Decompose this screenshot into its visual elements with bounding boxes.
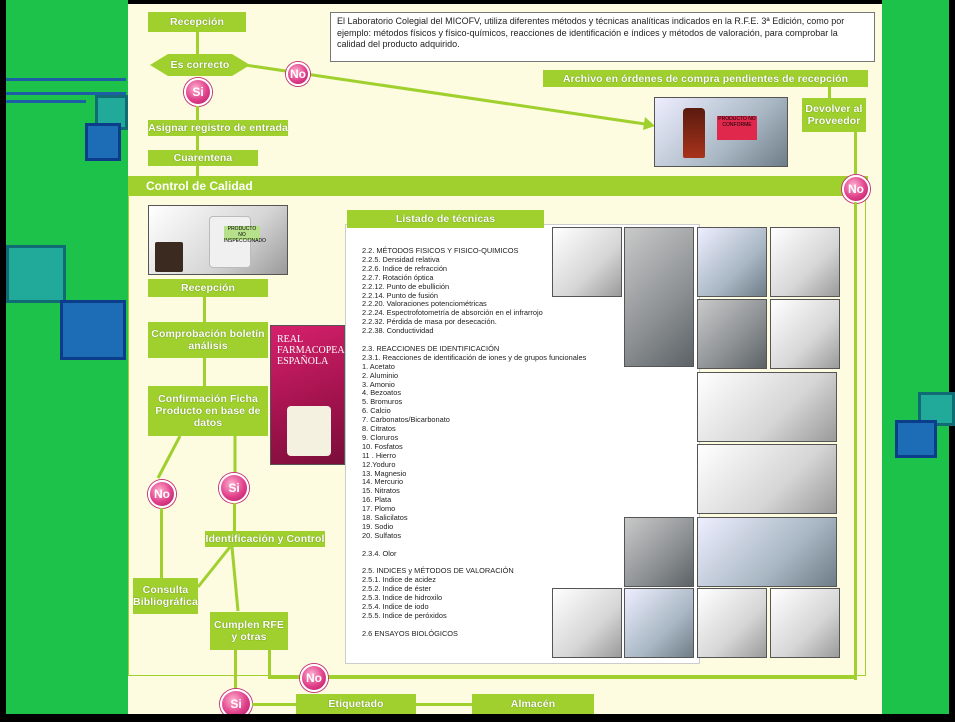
no-circle-bottom: No <box>300 664 328 692</box>
technique-item: 2.3.4. Olor <box>362 548 397 558</box>
technique-item: 9. Cloruros <box>362 432 399 442</box>
si-circle-branch: Si <box>219 473 249 503</box>
connector <box>268 650 271 678</box>
connector <box>233 503 236 531</box>
devolver-box: Devolver al Proveedor <box>802 98 866 132</box>
lab-photo-melting-point <box>697 444 837 514</box>
lab-photo-refractometer <box>624 227 694 367</box>
technique-item: 17. Plomo <box>362 504 396 514</box>
recepcion-box: Recepción <box>148 12 246 32</box>
technique-item: 2.2.32. Pérdida de masa por desecación. <box>362 317 497 327</box>
bottom-border <box>0 714 955 722</box>
technique-item: 16. Plata <box>362 495 392 505</box>
technique-item: 2.5.1. Indice de acidez <box>362 575 436 585</box>
decor-square <box>60 300 126 360</box>
technique-item: 2.2.20. Valoraciones potenciométricas <box>362 299 487 309</box>
technique-item: 5. Bromuros <box>362 397 403 407</box>
technique-item: 10. Fosfatos <box>362 441 403 451</box>
comprobacion-box: Comprobación boletín análisis <box>148 322 268 358</box>
decor-line <box>6 78 126 81</box>
cumplen-box: Cumplen RFE y otras <box>210 612 288 650</box>
technique-item: 13. Magnesio <box>362 468 407 478</box>
storage-photo <box>654 97 788 167</box>
book-title: REAL FARMACOPEA ESPAÑOLA <box>277 334 345 367</box>
consulta-box: Consulta Bibliográfica <box>133 578 198 614</box>
decor-square <box>85 123 121 161</box>
es-correcto-label: Es correcto <box>170 59 230 71</box>
connector <box>203 358 206 386</box>
confirmacion-box: Confirmación Ficha Producto en base de datos <box>148 386 268 436</box>
si-circle: Si <box>184 78 212 106</box>
connector <box>203 297 206 322</box>
technique-item: 2.2.7. Rotación óptica <box>362 272 434 282</box>
lab-photo-equipment <box>770 588 840 658</box>
listado-header: Listado de técnicas <box>347 210 544 228</box>
right-border <box>949 0 955 722</box>
lab-photo-reagent <box>552 588 622 658</box>
connector <box>196 106 199 120</box>
si-circle-bottom: Si <box>220 689 252 719</box>
technique-item: 6. Calcio <box>362 406 391 416</box>
intro-text: El Laboratorio Colegial del MICOFV, utiliza diferentes métodos y técnicas analíticas indicados en la R.F.E. 3ª Edición, como por ejemplo: métodos físicos y físico-químicos, reacciones de identificación e índices y métodos de valoración, para comprobar la calidad del producto adquirido. <box>330 12 875 62</box>
lab-photo-scale <box>624 588 694 658</box>
left-border <box>0 0 6 722</box>
technique-item: 20. Sulfatos <box>362 530 402 540</box>
connector <box>854 202 857 680</box>
technique-item: 11 . Hierro <box>362 450 396 460</box>
lab-photo-potentiometer <box>697 372 837 442</box>
technique-item: 2.5.3. Indice de hidroxilo <box>362 593 443 603</box>
technique-item: 3. Amonio <box>362 379 395 389</box>
lab-photo-sample <box>770 299 840 369</box>
archivo-box: Archivo en órdenes de compra pendientes de recepción <box>543 70 868 87</box>
technique-item: 2.3.1. Reacciones de identificación de iones y de grupos funcionales <box>362 352 587 362</box>
decor-square <box>895 420 937 458</box>
lab-photo-titration <box>697 517 837 587</box>
technique-item: 12.Yoduro <box>362 459 396 469</box>
connector <box>252 703 296 706</box>
connector <box>196 136 199 150</box>
connector <box>196 166 199 176</box>
connector <box>854 132 857 174</box>
technique-item: 2.5.4. Indice de iodo <box>362 602 429 611</box>
technique-item: 15. Nitratos <box>362 486 400 496</box>
technique-item: 2.5.5. Indice de peróxidos <box>362 610 447 620</box>
technique-item: 2.5.2. Indice de éster <box>362 584 432 594</box>
technique-item: 2.2.6. Indice de refracción <box>362 263 448 273</box>
technique-item: 2.2.38. Conductividad <box>362 326 434 336</box>
lab-photo-spectrometer <box>697 227 767 297</box>
technique-item: 18. Salicilatos <box>362 513 408 522</box>
lab-photo-ir-sample <box>770 227 840 297</box>
technique-item: 2.2. MÉTODOS FISICOS Y FISICO-QUIMICOS <box>362 246 519 255</box>
technique-item: 2.2.12. Punto de ebullición <box>362 281 450 291</box>
cuarentena-box: Cuarentena <box>148 150 258 166</box>
branch-lines-2 <box>190 547 250 617</box>
lab-photo-balance <box>624 517 694 587</box>
connector <box>160 508 163 580</box>
jar-shape <box>155 242 183 272</box>
connector <box>196 32 199 54</box>
lab-photo-pycnometer <box>552 227 622 297</box>
asignar-box: Asignar registro de entrada <box>148 122 288 134</box>
almacen-box: Almacén <box>472 694 594 714</box>
technique-item: 8. Citratos <box>362 424 396 433</box>
technique-item: 7. Carbonatos/Bicarbonato <box>362 415 450 425</box>
identificacion-box: Identificación y Control <box>205 533 325 545</box>
no-circle-branch: No <box>148 480 176 508</box>
decor-line <box>6 100 86 103</box>
lab-photo-hands <box>697 588 767 658</box>
technique-item: 2.3. REACCIONES DE IDENTIFICACIÓN <box>362 343 500 353</box>
technique-item: 2.6 ENSAYOS BIOLÓGICOS <box>362 628 458 638</box>
bottle-shape <box>683 108 705 158</box>
technique-item: 14. Mercurio <box>362 477 404 487</box>
decor-square <box>6 245 66 303</box>
technique-item: 4. Bezoatos <box>362 388 402 398</box>
sticker-no-inspeccionado: PRODUCTO NO INSPECCIONADO <box>224 226 266 244</box>
technique-item: 2.2.14. Punto de fusión <box>362 290 439 300</box>
connector <box>828 87 831 98</box>
recepcion2-box: Recepción <box>148 279 268 297</box>
right-decor-panel <box>882 0 955 722</box>
technique-item: 19. Sodio <box>362 521 394 531</box>
technique-item: 2. Aluminio <box>362 370 399 380</box>
lab-photo-apparatus <box>697 299 767 369</box>
technique-item: 1. Acetato <box>362 361 395 371</box>
no-circle: No <box>286 62 310 86</box>
connector <box>268 676 856 679</box>
farmacopea-book-photo <box>270 325 345 465</box>
control-calidad-header: Control de Calidad <box>128 176 868 196</box>
connector <box>416 703 472 706</box>
sticker-no-conforme: PRODUCTO NO CONFORME <box>717 116 757 140</box>
products-photo <box>148 205 288 275</box>
etiquetado-box: Etiquetado <box>296 694 416 714</box>
connector <box>234 650 237 690</box>
technique-item: 2.5. INDICES y MÉTODOS DE VALORACIÓN <box>362 566 514 576</box>
technique-item: 2.2.5. Densidad relativa <box>362 254 440 264</box>
glove-shape <box>287 406 331 456</box>
technique-item: 2.2.24. Espectrofotometría de absorción en el infrarrojo <box>362 308 543 318</box>
no-circle-right: No <box>842 175 870 203</box>
